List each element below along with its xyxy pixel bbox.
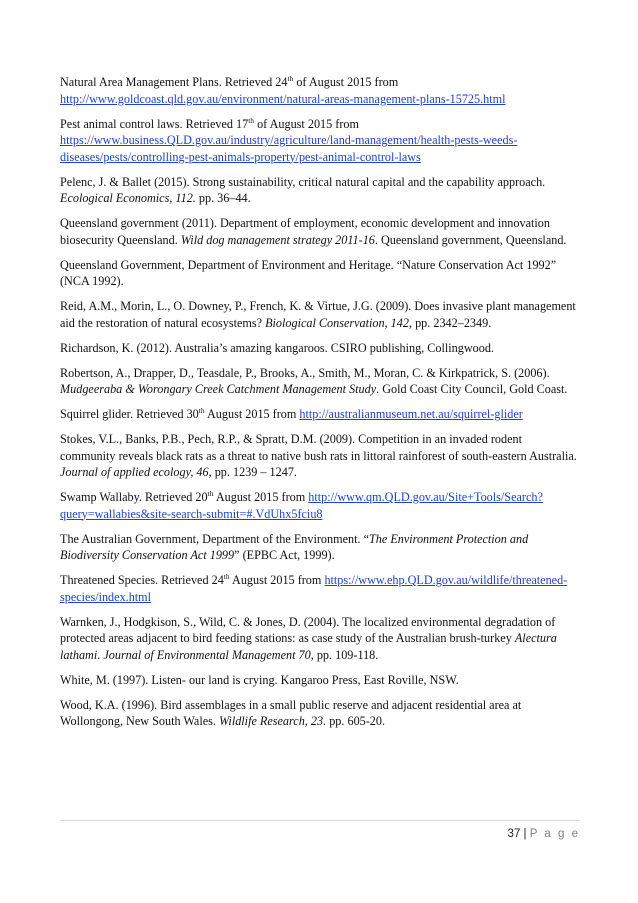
reference-link[interactable]: http://australianmuseum.net.au/squirrel-glider [299,407,523,421]
page-label: P a g e [529,828,580,840]
reference-italic-text: Journal of Environmental Management 70 [103,647,311,662]
reference-italic-text: The Environment Protection and Biodiversity Conservation Act 1999 [60,531,529,562]
reference-italic-text: Wildlife Research, 23. [218,714,327,728]
reference-text: of August 2015 from [293,75,399,89]
reference-italic-text: Biological Conservation, 142 [265,315,409,330]
reference-text: August 2015 from [204,407,300,421]
reference-text: of August 2015 from [254,116,359,131]
reference-italic-text: Wild dog management strategy 2011-16 [180,232,375,247]
reference-text: Reid, A.M., Morin, L., O. Downey, P., French, K. & Virtue, J.G. (2009). Does invasive plant management aid the restoration of natural ecosystems? [60,299,576,330]
reference-entry [60,431,580,481]
reference-entry [60,572,580,605]
reference-text: . Gold Coast City Council, Gold Coast. [376,382,568,396]
ordinal-superscript: th [198,405,205,415]
reference-text: Stokes, V.L., Banks, P.B., Pech, R.P., & Spratt, D.M. (2009). Competition in an invaded rodent community reveals black rats as a threat to native bush rats in littoral rainforest of south-eastern Australia. [60,432,577,463]
reference-text: August 2015 from [213,490,309,504]
footer-divider [60,820,580,821]
reference-link[interactable]: http://www.goldcoast.qld.gov.au/environment/natural-areas-management-plans-15725.html [60,91,506,106]
reference-text: Swamp Wallaby. Retrieved 20 [60,490,208,504]
ordinal-superscript: th [287,73,294,83]
page-footer [508,828,580,840]
reference-text: pp. 605-20. [326,714,386,728]
reference-italic-text: Journal of applied ecology, 46 [60,465,209,479]
footer-separator: | [523,828,527,840]
reference-entry [60,672,580,689]
reference-text: , pp. 2342–2349. [408,315,492,330]
reference-list [60,74,580,738]
reference-entry [60,614,580,664]
reference-text: The Australian Government, Department of the Environment. “ [60,531,369,546]
reference-entry [60,215,580,248]
reference-text: Queensland government (2011). Department of employment, economic development and innovation biosecurity Queensland. [60,216,550,247]
reference-text: , pp. 1239 – 1247. [208,465,297,479]
reference-entry [60,697,580,730]
reference-link[interactable]: https://www.ehp.QLD.gov.au/wildlife/threatened-species/index.html [60,573,568,604]
reference-text: Richardson, K. (2012). Australia’s amazing kangaroos. CSIRO publishing, Collingwood. [60,340,494,355]
reference-text: . [97,647,104,662]
reference-entry [60,406,580,423]
reference-text: Squirrel glider. Retrieved 30 [60,407,199,421]
reference-text: , pp. 109-118. [310,647,379,662]
reference-text: Warnken, J., Hodgkison, S., Wild, C. & Jones, D. (2004). The localized environmental degradation of protected areas adjacent to bird feeding stations: as case study of the Australian brush-turkey [60,614,556,645]
reference-entry [60,174,580,207]
reference-link[interactable]: https://www.business.QLD.gov.au/industry/agriculture/land-management/health-pests-weeds-diseases/pests/controlling-pest-animals-property/pest-animal-control-laws [60,133,518,164]
reference-text: August 2015 from [229,573,325,587]
reference-entry [60,365,580,398]
page-number: 37 [507,828,521,840]
ordinal-superscript: th [207,488,214,498]
ordinal-superscript: th [248,115,255,125]
reference-text: ” (EPBC Act, 1999). [234,548,335,562]
reference-link[interactable]: http://www.qm.QLD.gov.au/Site+Tools/Search?query=wallabies&site-search-submit=#.VdUhx5fciu8 [60,490,543,521]
reference-entry [60,340,580,357]
reference-text: Natural Area Management Plans. Retrieved 24 [60,75,288,89]
reference-text: pp. 36–44. [195,191,251,205]
reference-text: . Queensland government, Queensland. [374,232,567,247]
reference-italic-text: Alectura lathami [60,631,557,662]
reference-entry [60,531,580,564]
ordinal-superscript: th [223,571,230,581]
reference-text: White, M. (1997). Listen- our land is crying. Kangaroo Press, East Roville, NSW. [60,672,459,687]
reference-text: Threatened Species. Retrieved 24 [60,573,224,587]
reference-text: Pelenc, J. & Ballet (2015). Strong sustainability, critical natural capital and the capability approach. [60,174,546,189]
reference-italic-text: Mudgeeraba & Worongary Creek Catchment Management Study [60,382,377,396]
reference-text: Wood, K.A. (1996). Bird assemblages in a small public reserve and adjacent residential area at Wollongong, New South Wales. [60,697,522,728]
reference-entry [60,489,580,522]
reference-text: Queensland Government, Department of Environment and Heritage. “Nature Conservation Act 1992” (NCA 1992). [60,257,557,288]
reference-entry [60,298,580,331]
reference-italic-text: Ecological Economics, 112. [60,191,196,205]
reference-entry [60,257,580,290]
reference-text: Pest animal control laws. Retrieved 17 [60,116,249,131]
reference-text: Robertson, A., Drapper, D., Teasdale, P., Brooks, A., Smith, M., Moran, C. & Kirkpatrick, S. (2006). [60,365,550,380]
reference-entry [60,74,580,107]
reference-entry [60,116,580,166]
